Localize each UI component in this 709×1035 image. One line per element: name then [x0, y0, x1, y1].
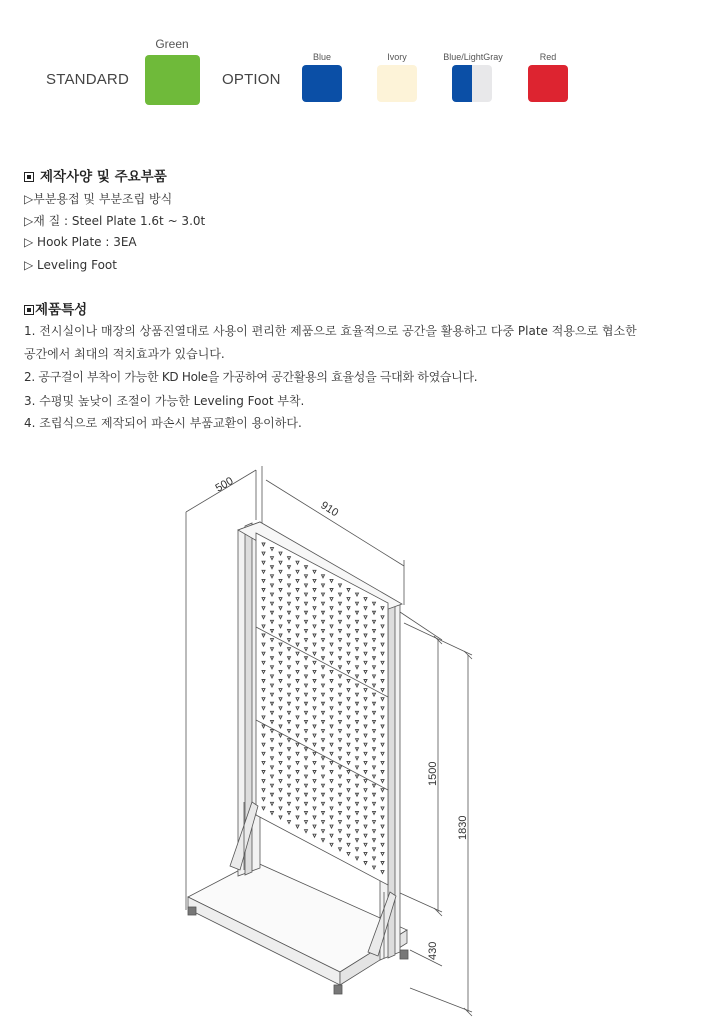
spec-title-text: 제작사양 및 주요부품	[40, 169, 167, 185]
swatch-label-blue: Blue	[312, 52, 331, 62]
feature-line: 1. 전시실이나 매장의 상품진열대로 사용이 편리한 제품으로 효율적으로 공간을 활용하고 다중 Plate 적용으로 협소한	[24, 324, 637, 338]
feature-line: 공간에서 최대의 적치효과가 있습니다.	[24, 347, 225, 361]
dim-width-label: 910	[318, 499, 341, 520]
spec-item: ▷부분용접 및 부분조립 방식	[24, 192, 173, 206]
swatch-label-blue-lightgray: Blue/LightGray	[443, 52, 503, 62]
swatch-label-red: Red	[539, 52, 557, 62]
spec-item: ▷ Leveling Foot	[24, 258, 117, 272]
spec-item: ▷재 질 : Steel Plate 1.6t ~ 3.0t	[24, 214, 206, 228]
swatch-label-ivory: Ivory	[387, 52, 407, 62]
feature-line: 2. 공구걸이 부착이 가능한 KD Hole을 가공하여 공간활용의 효율성을 극대화 하였습니다.	[24, 370, 478, 384]
standard-label: STANDARD	[46, 71, 129, 88]
dim-depth-label: 500	[213, 475, 236, 495]
feature-line: 3. 수평및 높낮이 조절이 가능한 Leveling Foot 부착.	[24, 394, 305, 408]
dim-total-height-label: 1830	[457, 815, 469, 840]
dim-panel-height-label: 1500	[427, 761, 439, 786]
spec-item: ▷ Hook Plate : 3EA	[24, 235, 137, 249]
swatch-label-green: Green	[155, 37, 189, 51]
dim-base-height-label: 430	[427, 941, 439, 960]
option-label: OPTION	[222, 71, 281, 88]
feature-line: 4. 조립식으로 제작되어 파손시 부품교환이 용이하다.	[24, 416, 302, 430]
features-title-text: 제품특성	[35, 302, 88, 318]
